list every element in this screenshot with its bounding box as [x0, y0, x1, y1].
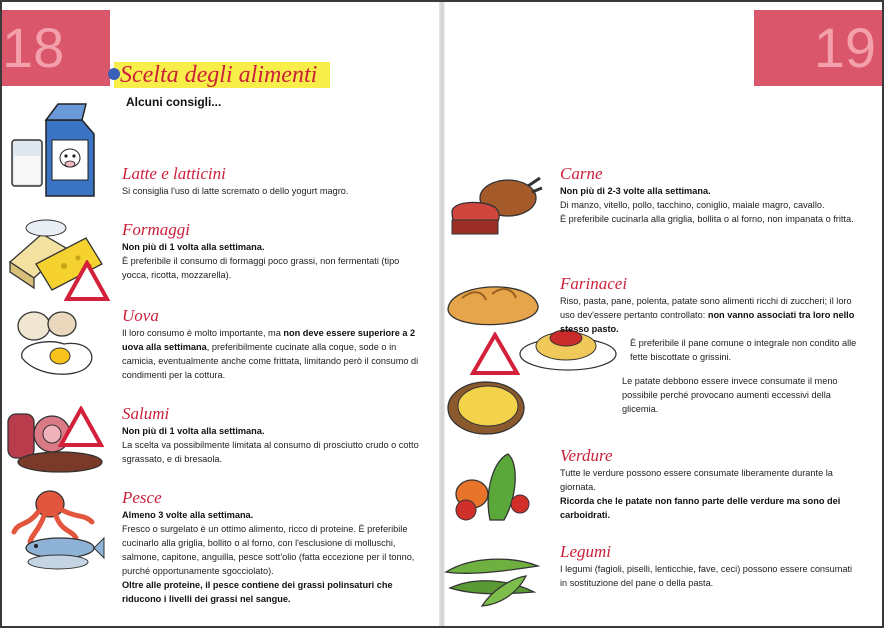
heading-formaggi: Formaggi [122, 220, 190, 239]
section-farinacei [560, 274, 860, 416]
heading-carne: Carne [560, 164, 603, 183]
text-legumi: I legumi (fagioli, piselli, lenticchie, fave, ceci) possono essere consumati in sostituzione del pane o della pasta. [560, 564, 853, 588]
peas-pods-icon [442, 536, 542, 616]
text-verdure-bold [560, 494, 860, 522]
text-farinacei-c: Le patate debbono essere invece consumate il meno possibile perché provocano aumenti eccessivi della glicemia. [622, 376, 838, 414]
section-carne [560, 164, 860, 226]
text-latte: Si consiglia l'uso di latte scremato o dello yogurt magro. [122, 186, 349, 196]
text-carne-2: È preferibile cucinarla alla griglia, bollita o al forno, non impanata o fritta. [560, 214, 854, 224]
meat-icon [446, 172, 546, 248]
frequency-salumi: Non più di 1 volta alla settimana. [122, 426, 265, 436]
text-salumi: La scelta va possibilmente limitata al consumo di prosciutto crudo o cotto sgrassato, e di bresaola. [122, 440, 419, 464]
bullet-dot-icon [108, 68, 120, 80]
text-farinacei [560, 294, 860, 336]
section-uova [122, 306, 422, 382]
heading-uova: Uova [122, 306, 159, 325]
page-title: Scelta degli alimenti [120, 62, 318, 88]
text-pesce-bold [122, 578, 422, 606]
warning-triangle-icon [58, 406, 104, 448]
page-number-right: 19 [754, 10, 882, 86]
frequency-carne: Non più di 2-3 volte alla settimana. [560, 186, 711, 196]
vegetables-icon [450, 450, 536, 526]
heading-verdure: Verdure [560, 446, 613, 465]
heading-salumi: Salumi [122, 404, 170, 423]
warning-triangle-icon [64, 260, 110, 302]
text-formaggi: È preferibile il consumo di formaggi poco grassi, non fermentati (tipo yocca, ricotta, mozzarella). [122, 256, 400, 280]
text-pesce: Fresco o surgelato è un ottimo alimento, ricco di proteine. È preferibile cucinarlo alla griglia, bollito o al forno, con l'esclusione di molluschi, salmone, capitone, anguilla, pesce sott'olio (fatta eccezione per il tonno, purché opportunamente sgocciolato). [122, 524, 415, 576]
section-legumi [560, 542, 860, 590]
milk-carton-icon [6, 100, 102, 200]
heading-farinacei: Farinacei [560, 274, 628, 293]
text-carne: Di manzo, vitello, pollo, tacchino, coniglio, maiale magro, cavallo. [560, 200, 825, 210]
frequency-pesce: Almeno 3 volte alla settimana. [122, 510, 254, 520]
frequency-formaggi: Non più di 1 volta alla settimana. [122, 242, 265, 252]
warning-triangle-icon [470, 332, 520, 376]
text-pesce-bold-content: Oltre alle proteine, il pesce contiene dei grassi polinsaturi che riducono i livelli dei grassi nel sangue. [122, 580, 393, 604]
eggs-icon [8, 304, 104, 382]
section-latte [122, 164, 422, 198]
text-farinacei-b: È preferibile il pane comune o integrale non condito alle fette biscottate o grissini. [630, 338, 857, 362]
text-uova-bold: non deve essere superiore a 2 uova alla settimana [122, 328, 416, 352]
section-salumi [122, 404, 422, 466]
text-uova [122, 326, 422, 382]
text-uova-b: , preferibilmente cucinate alla coque, sode o in camicia, eventualmente anche come frittata, limitando però il consumo di condimenti per la cottura. [122, 342, 419, 380]
text-farinacei-a: Riso, pasta, pane, polenta, patate sono alimenti ricchi di zuccheri; il loro uso dev'essere pertanto controllato: [560, 296, 852, 320]
text-verdure: Tutte le verdure possono essere consumate liberamente durante la giornata. [560, 468, 833, 492]
heading-pesce: Pesce [122, 488, 162, 507]
page-subtitle: Alcuni consigli... [126, 95, 222, 109]
octopus-fish-icon [10, 486, 106, 572]
heading-latte: Latte e latticini [122, 164, 226, 183]
left-page [2, 2, 442, 626]
heading-legumi: Legumi [560, 542, 611, 561]
section-formaggi [122, 220, 422, 282]
section-pesce [122, 488, 422, 606]
section-verdure [560, 446, 860, 522]
right-page [442, 2, 882, 626]
brochure-spread [2, 2, 882, 626]
page-number-left: 18 [2, 10, 110, 86]
text-farinacei-bold: non vanno associati tra loro nello stesso pasto. [560, 310, 855, 334]
text-uova-a: Il loro consumo è molto importante, ma [122, 328, 284, 338]
text-verdure-bold-content: Ricorda che le patate non fanno parte delle verdure ma sono dei carboidrati. [560, 496, 841, 520]
